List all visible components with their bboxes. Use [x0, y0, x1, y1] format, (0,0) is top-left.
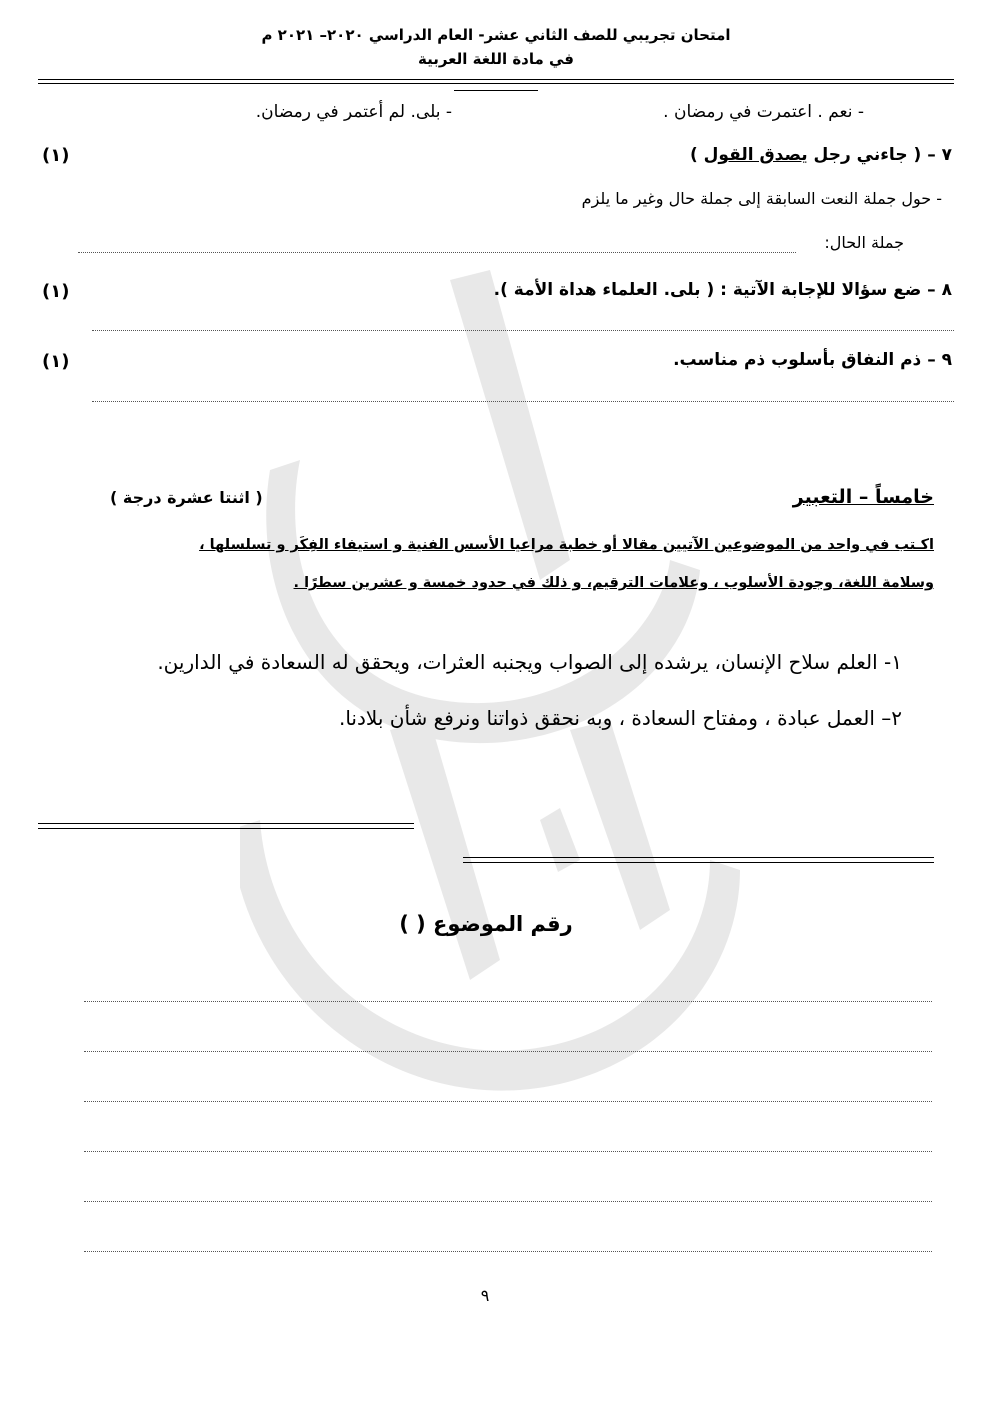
writing-line-1[interactable] [84, 1001, 932, 1002]
writing-line-2[interactable] [84, 1051, 932, 1052]
writing-line-3[interactable] [84, 1101, 932, 1102]
question-7 [690, 145, 952, 165]
q9-answer-line[interactable] [92, 401, 954, 402]
writing-line-4[interactable] [84, 1151, 932, 1152]
option-yes: - نعم . اعتمرت في رمضان . [663, 102, 864, 122]
header-rule-bottom [38, 83, 954, 84]
section-5-grade: ( اثنتا عشرة درجة ) [110, 488, 263, 507]
q7-suffix: ) [689, 145, 698, 165]
topic-2: ٢– العمل عبادة ، ومفتاح السعادة ، وبه نحقق ذواتنا ونرفع شأن بلادنا. [338, 706, 902, 730]
divider-left-top [38, 823, 414, 824]
subject-title: في مادة اللغة العربية [417, 50, 575, 68]
exam-title: امتحان تجريبي للصف الثاني عشر- العام الدراسي ٢٠٢٠– ٢٠٢١ م [261, 26, 731, 44]
q9-marks: (١) [42, 351, 70, 372]
q7-answer-label: جملة الحال: [824, 233, 904, 252]
writing-line-6[interactable] [84, 1251, 932, 1252]
divider-right-top [463, 857, 934, 858]
question-8: ٨ – ضع سؤالا للإجابة الآتية : ( بلى. العلماء هداة الأمة ). [493, 280, 952, 300]
watermark-logo [240, 260, 800, 1140]
topic-number-label: رقم الموضوع ( ) [399, 912, 573, 936]
header-rule-top [38, 79, 954, 80]
q8-marks: (١) [42, 281, 70, 302]
divider-right-bottom [463, 862, 934, 863]
q7-number: ٧ – [927, 145, 952, 165]
section-5-instruction-1: اكـتب في واحد من الموضوعين الآتيين مقالا أو خطبة مراعيا الأسس الفنية و استيفاء الفِكَر و تسلسلها ، [199, 537, 934, 553]
header-short-rule [454, 90, 538, 91]
topic-1: ١- العلم سلاح الإنسان، يرشده إلى الصواب ويجنبه العثرات، ويحقق له السعادة في الدارين. [157, 650, 902, 674]
writing-line-5[interactable] [84, 1201, 932, 1202]
question-9: ٩ – ذم النفاق بأسلوب ذم مناسب. [673, 350, 952, 370]
page-number: ٩ [480, 1286, 490, 1305]
q7-instruction: - حول جملة النعت السابقة إلى جملة حال وغير ما يلزم [581, 189, 942, 208]
q7-marks: (١) [42, 145, 70, 166]
section-5-title: خامساً – التعبير [792, 486, 934, 508]
q8-answer-line[interactable] [92, 330, 954, 331]
divider-left-bottom [38, 828, 414, 829]
q7-answer-line[interactable] [78, 252, 796, 253]
option-bala: - بلى. لم أعتمر في رمضان. [255, 102, 452, 122]
q7-underlined: يصدق القول [703, 145, 808, 165]
q7-prefix: ( جاءني رجل [813, 145, 922, 165]
section-5-instruction-2: وسلامة اللغة، وجودة الأسلوب ، وعلامات الترقيم، و ذلك في حدود خمسة و عشرين سطرًا . [293, 575, 934, 591]
